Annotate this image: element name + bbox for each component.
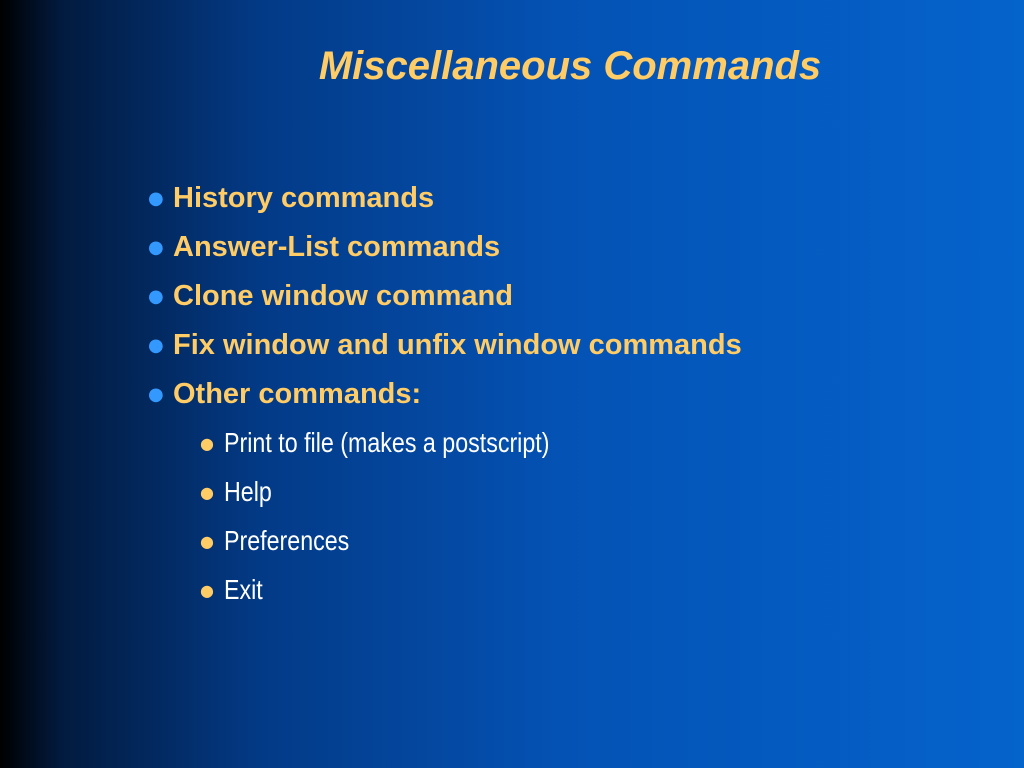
bullet-label: Fix window and unfix window commands [173,328,742,361]
sub-bullet-label: Exit [224,574,263,605]
bullet-dot-icon: ● [148,236,164,258]
sub-bullet-label: Help [224,476,272,507]
bullet-dot-icon: ● [148,187,164,209]
sub-bullet-item [200,521,375,561]
sub-bullet-label: Preferences [224,525,350,556]
bullet-item [148,178,434,218]
slide-title: Miscellaneous Commands [318,44,822,88]
bullet-item [148,325,742,365]
sub-bullet-dot-icon: ● [200,531,214,551]
sub-bullet-label: Print to file (makes a postscript) [224,427,550,458]
sub-bullet-dot-icon: ● [200,433,214,453]
bullet-label: Other commands: [173,377,422,410]
bullet-label: Answer-List commands [173,230,501,263]
bullet-dot-icon: ● [148,383,164,405]
bullet-item [148,276,513,316]
sub-bullet-item [200,423,616,463]
bullet-dot-icon: ● [148,334,164,356]
bullet-label: History commands [173,181,435,214]
sub-bullet-item [200,472,282,512]
bullet-item [148,227,500,267]
bullet-label: Clone window command [173,279,513,312]
bullet-item [148,374,421,414]
bullet-dot-icon: ● [148,285,164,307]
sub-bullet-dot-icon: ● [200,482,214,502]
sub-bullet-dot-icon: ● [200,580,214,600]
sub-bullet-item [200,570,271,610]
